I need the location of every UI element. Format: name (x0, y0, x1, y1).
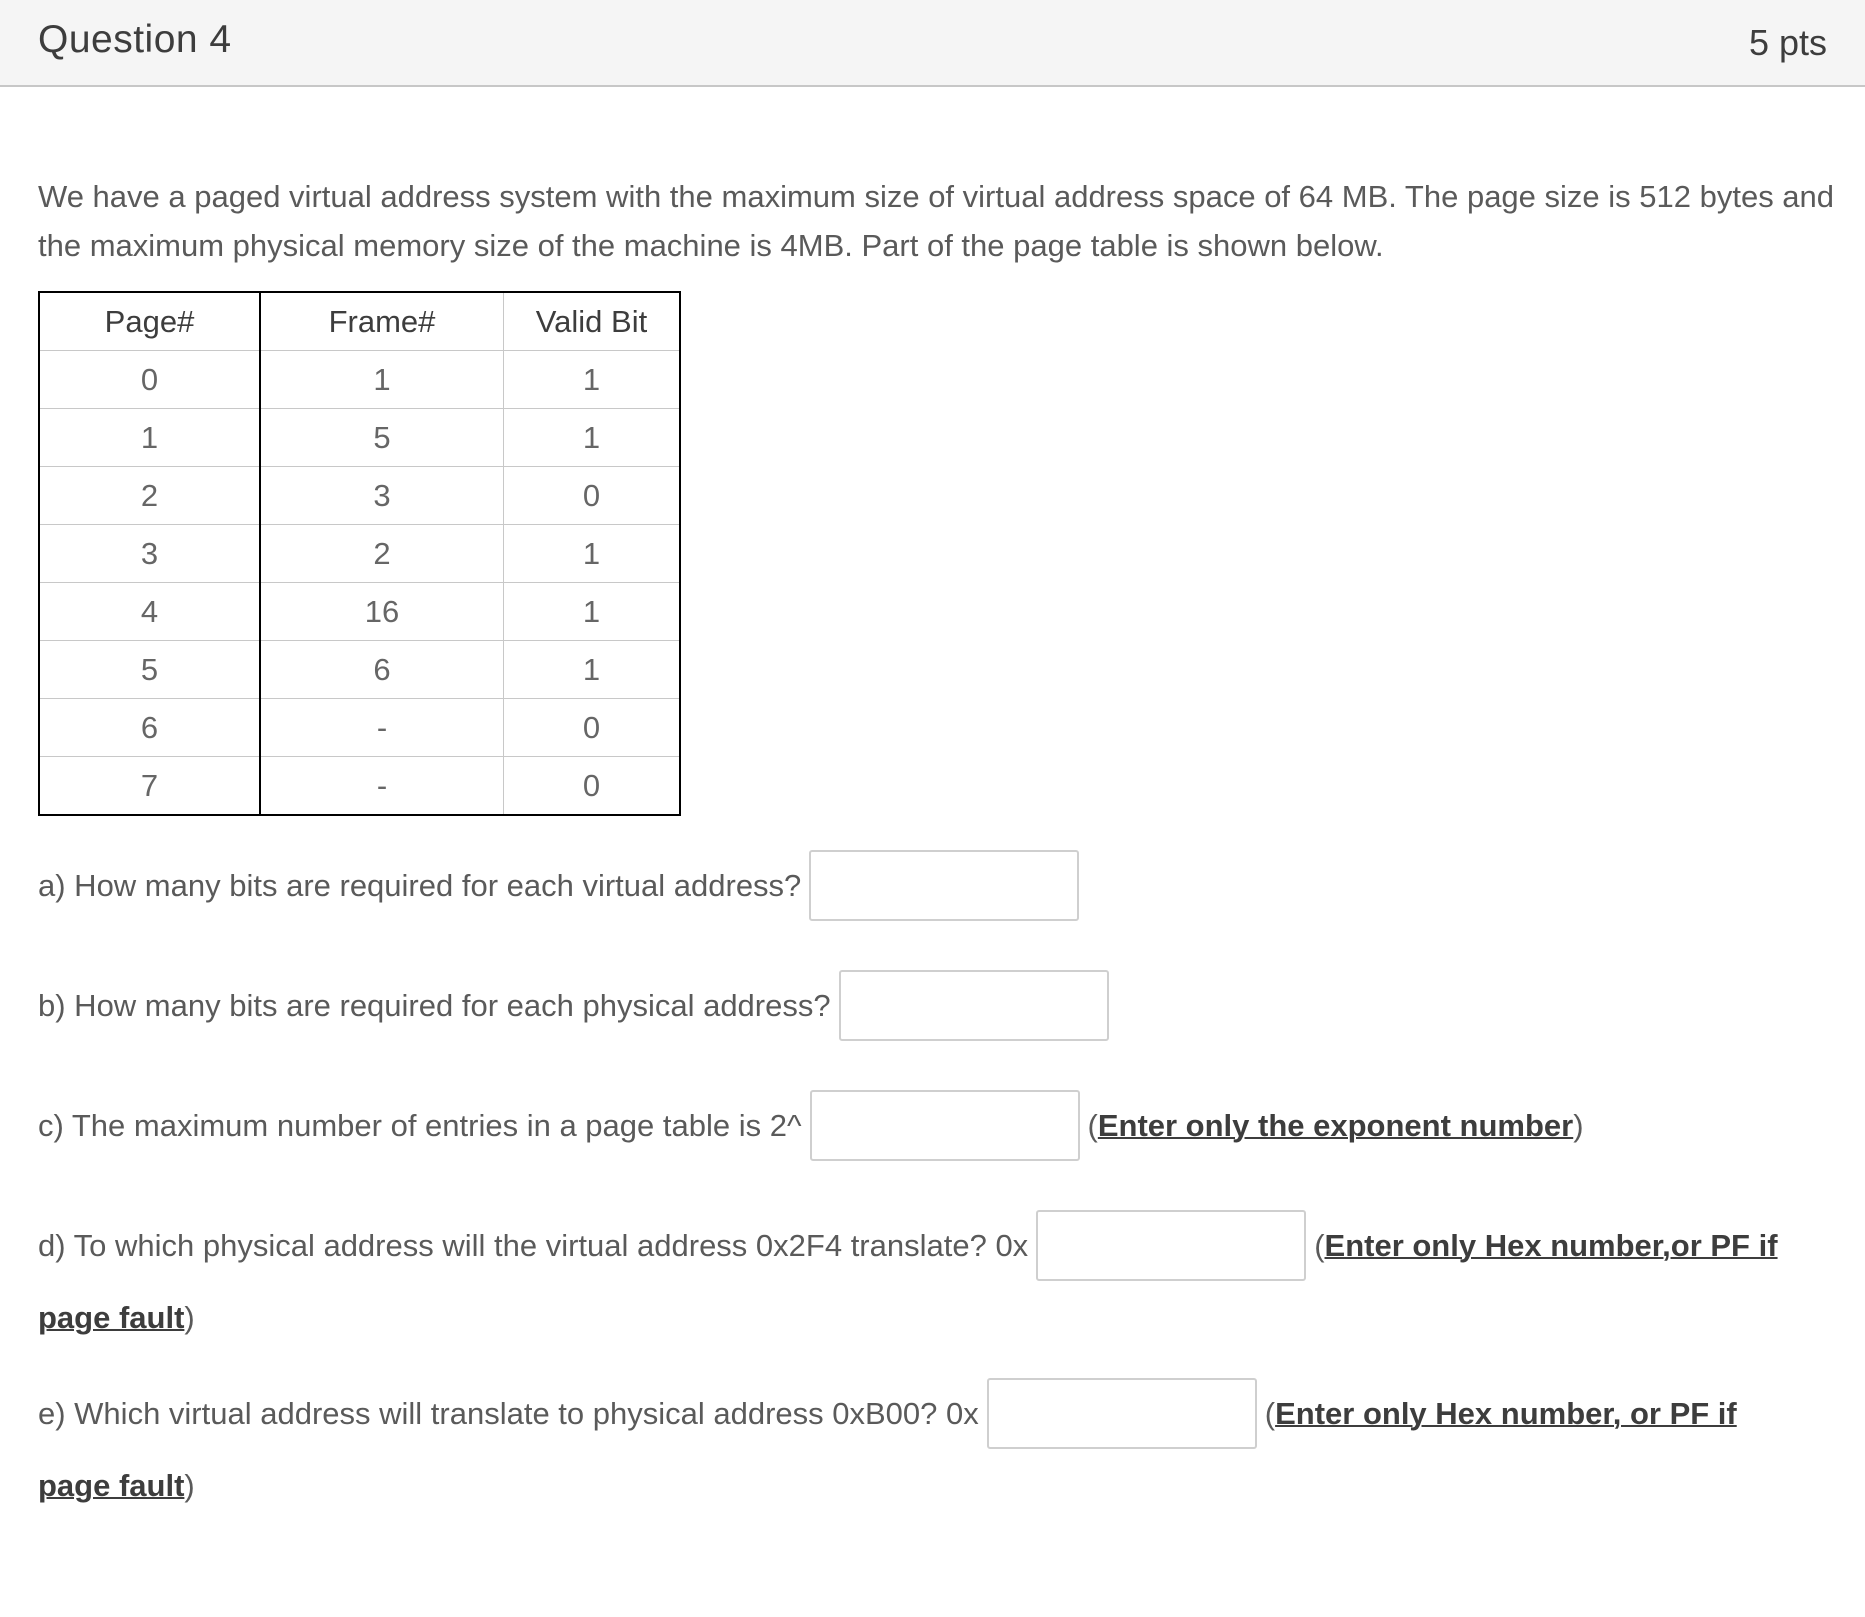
valid-bit-cell: 1 (504, 409, 681, 467)
frame-cell: 5 (260, 409, 504, 467)
valid-bit-cell: 1 (504, 525, 681, 583)
question-b (38, 965, 1109, 1044)
answer-c-input[interactable] (810, 1090, 1080, 1161)
frame-cell: 3 (260, 467, 504, 525)
question-d-prompt: d) To which physical address will the virtual address 0x2F4 translate? 0x (38, 1228, 1029, 1264)
question-d-hint-line2: page fault (38, 1300, 185, 1335)
question-points: 5 pts (1748, 22, 1827, 63)
frame-cell: - (260, 757, 504, 816)
question-e-hint-line1: Enter only Hex number, or PF if (1275, 1396, 1737, 1432)
page-cell: 1 (39, 409, 260, 467)
page-cell: 3 (39, 525, 260, 583)
question-header (0, 0, 1865, 87)
question-e (38, 1373, 1737, 1452)
question-a-prompt: a) How many bits are required for each virtual address? (38, 868, 802, 904)
answer-b-input[interactable] (839, 970, 1109, 1041)
table-row (39, 409, 680, 467)
valid-bit-cell: 1 (504, 641, 681, 699)
frame-cell: 6 (260, 641, 504, 699)
page-cell: 6 (39, 699, 260, 757)
valid-bit-cell: 0 (504, 757, 681, 816)
answer-a-input[interactable] (809, 850, 1079, 921)
valid-bit-cell: 0 (504, 699, 681, 757)
question-e-hint-continued: page fault) (38, 1468, 195, 1503)
page-cell: 2 (39, 467, 260, 525)
page-table-header-valid: Valid Bit (504, 292, 681, 351)
question-c-prompt: c) The maximum number of entries in a page table is 2^ (38, 1108, 802, 1144)
question-e-hint-line2: page fault (38, 1468, 185, 1503)
table-row (39, 699, 680, 757)
answer-e-input[interactable] (987, 1378, 1257, 1449)
question-d-hint-line1: Enter only Hex number,or PF if (1324, 1228, 1778, 1264)
table-row (39, 525, 680, 583)
page-table (38, 291, 681, 816)
question-d-hint: (Enter only Hex number,or PF if (1314, 1228, 1778, 1264)
question-title: Question 4 (38, 18, 232, 61)
table-row (39, 641, 680, 699)
question-e-prompt: e) Which virtual address will translate to physical address 0xB00? 0x (38, 1396, 979, 1432)
question-intro-text: We have a paged virtual address system with the maximum size of virtual address space of 64 MB. The page size is 512 bytes and the maximum physical memory size of the machine is 4MB. Part of the page table is shown below. (38, 179, 1835, 263)
question-c-hint: (Enter only the exponent number) (1087, 1108, 1584, 1144)
frame-cell: 1 (260, 351, 504, 409)
page-table-header-frame: Frame# (260, 292, 504, 351)
page-cell: 4 (39, 583, 260, 641)
answer-d-input[interactable] (1036, 1210, 1306, 1281)
frame-cell: - (260, 699, 504, 757)
page-cell: 5 (39, 641, 260, 699)
table-row (39, 351, 680, 409)
page-cell: 7 (39, 757, 260, 816)
frame-cell: 2 (260, 525, 504, 583)
question-e-hint: (Enter only Hex number, or PF if (1264, 1396, 1737, 1432)
table-row (39, 757, 680, 816)
table-row (39, 583, 680, 641)
page-table-header-row (39, 292, 680, 351)
valid-bit-cell: 1 (504, 583, 681, 641)
valid-bit-cell: 0 (504, 467, 681, 525)
page-table-header-page: Page# (39, 292, 260, 351)
question-d-hint-continued: page fault) (38, 1300, 195, 1335)
question-d (38, 1205, 1778, 1284)
page-cell: 0 (39, 351, 260, 409)
question-b-prompt: b) How many bits are required for each physical address? (38, 988, 831, 1024)
frame-cell: 16 (260, 583, 504, 641)
question-c (38, 1085, 1584, 1164)
table-row (39, 467, 680, 525)
question-a (38, 845, 1079, 924)
question-c-hint-link: Enter only the exponent number (1097, 1108, 1574, 1144)
valid-bit-cell: 1 (504, 351, 681, 409)
